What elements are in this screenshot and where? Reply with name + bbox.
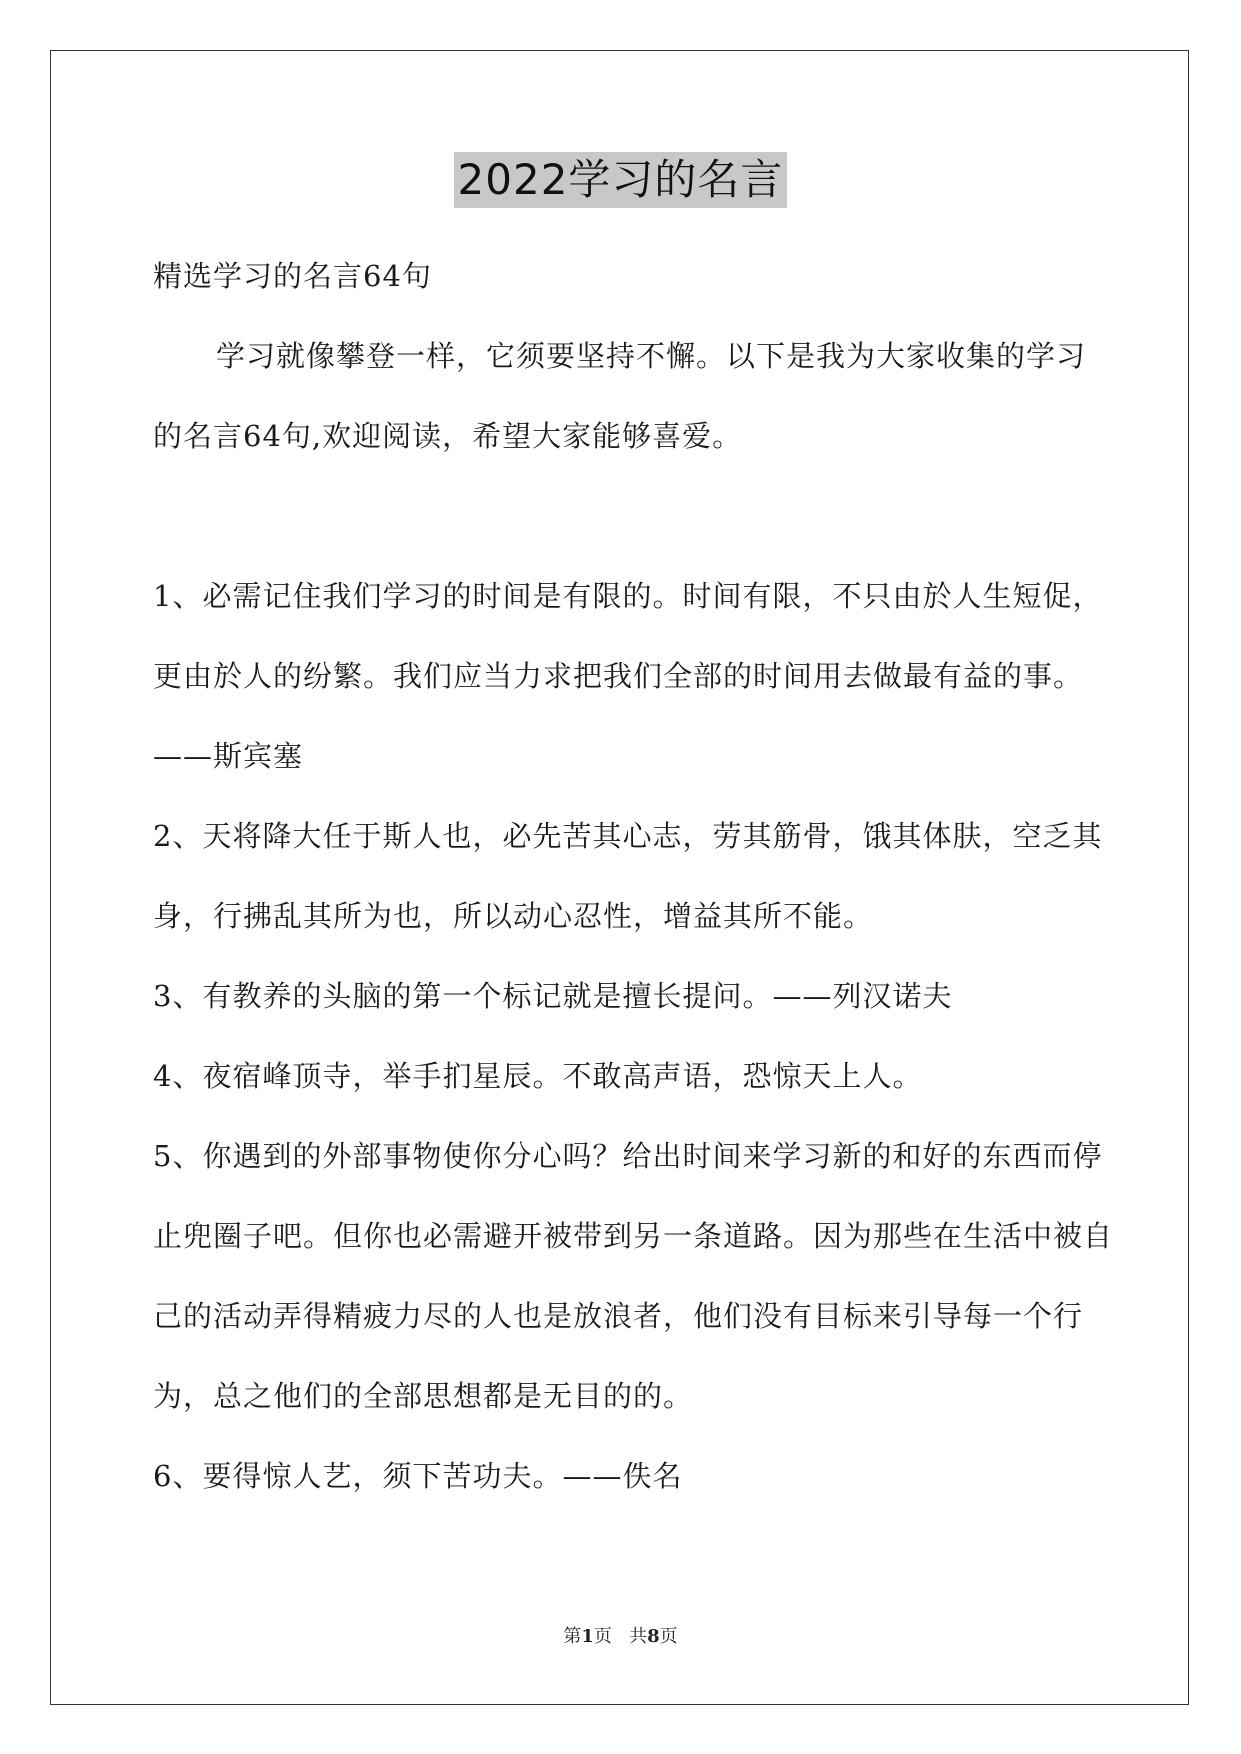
document-body <box>153 236 1113 1516</box>
quote-3: 3、有教养的头脑的第一个标记就是擅长提问。——列汉诺夫 <box>153 979 953 1013</box>
page-footer <box>0 1622 1241 1648</box>
page-suffix: 页 <box>593 1626 612 1647</box>
document-title: 2022学习的名言 <box>454 152 788 208</box>
page-prefix: 第 <box>563 1626 582 1647</box>
title-container <box>0 152 1241 208</box>
quote-6: 6、要得惊人艺，须下苦功夫。——佚名 <box>153 1459 683 1493</box>
paragraph-gap <box>153 476 1113 556</box>
intro-paragraph: 学习就像攀登一样，它须要坚持不懈。以下是我为大家收集的学习的名言64句,欢迎阅读，希望大家能够喜爱。 <box>153 339 1087 453</box>
total-pages: 8 <box>647 1626 660 1647</box>
quote-5: 5、你遇到的外部事物使你分心吗？给出时间来学习新的和好的东西而停止兜圈子吧。但你也必需避开被带到另一条道路。因为那些在生活中被自己的活动弄得精疲力尽的人也是放浪者，他们没有目标来引导每一个行为，总之他们的全部思想都是无目的的。 <box>153 1139 1114 1413</box>
page-number: 1 <box>581 1626 594 1647</box>
quote-2: 2、天将降大任于斯人也，必先苦其心志，劳其筋骨，饿其体肤，空乏其身，行拂乱其所为也，所以动心忍性，增益其所不能。 <box>153 819 1103 933</box>
quote-1: 1、必需记住我们学习的时间是有限的。时间有限，不只由於人生短促，更由於人的纷繁。我们应当力求把我们全部的时间用去做最有益的事。——斯宾塞 <box>153 579 1103 773</box>
quote-4: 4、夜宿峰顶寺，举手扪星辰。不敢高声语，恐惊天上人。 <box>153 1059 923 1093</box>
total-prefix: 共 <box>629 1626 648 1647</box>
document-subtitle: 精选学习的名言64句 <box>153 259 432 293</box>
total-suffix: 页 <box>659 1626 678 1647</box>
